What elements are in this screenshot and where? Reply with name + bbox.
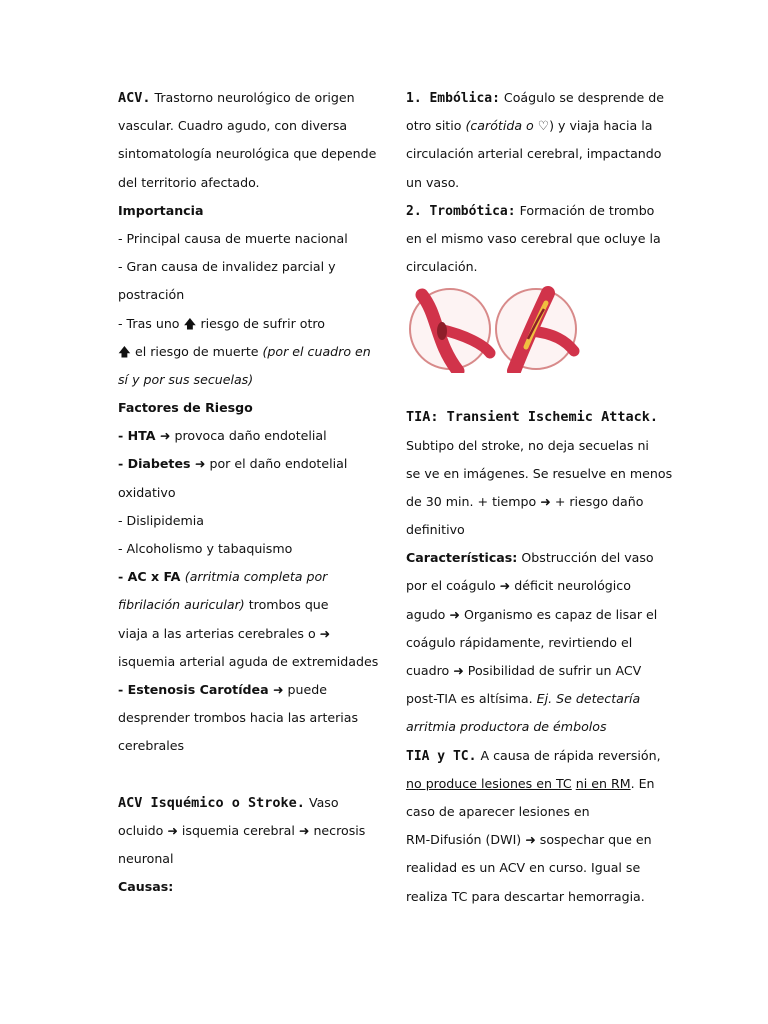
embolica-line-2: otro sitio (carótida o ♡) y viaja hacia la [406, 118, 653, 134]
arrow-right-icon: ➜ [453, 663, 464, 678]
arrow-right-icon: ➜ [167, 822, 178, 838]
left-column [118, 84, 380, 901]
stroke-line-2: ocluido ➜ isquemia cerebral ➜ necrosis [118, 822, 366, 838]
heart-icon: ♡ [537, 118, 550, 134]
acv-definition-line-2: vascular. Cuadro agudo, con diversa [118, 118, 348, 134]
embolica-term: 1. Embólica: [406, 91, 500, 106]
trombotica-term: 2. Trombótica: [406, 203, 516, 219]
riesgo-acfa: - AC x FA (arritmia completa por [118, 569, 328, 585]
tia-line-3: de 30 min. + tiempo ➜ + riesgo daño [406, 493, 644, 509]
tia-tc-term: TIA y TC. [406, 748, 477, 764]
tia-tc-line-4: RM-Difusión (DWI) ➜ sospechar que en [406, 832, 652, 848]
arrow-right-icon: ➜ [159, 428, 171, 444]
embolica-line-3: circulación arterial cerebral, impactando [406, 146, 662, 162]
riesgo-acfa-cont-3: isquemia arterial aguda de extremidades [118, 653, 379, 669]
tia-line-4: definitivo [406, 522, 465, 538]
thrombotic-vessel-figure [496, 289, 576, 371]
importancia-item-4-cont: sí y por sus secuelas) [118, 371, 254, 387]
riesgo-estenosis-cont-1: desprender trombos hacia las arterias [118, 710, 359, 726]
arrow-up-icon: 🡅 [183, 315, 197, 331]
acv-definition-line-3: sintomatología neurológica que depende [118, 146, 377, 162]
importancia-item-3: - Tras uno 🡅 riesgo de sufrir otro [118, 315, 326, 331]
embolica-line-1: 1. Embólica: Coágulo se desprende de [406, 90, 665, 106]
importancia-item-4: 🡅 el riesgo de muerte (por el cuadro en [118, 343, 371, 359]
caracteristicas-line-6: post-TIA es altísima. Ej. Se detectaría [406, 691, 641, 707]
trombotica-line-1: 2. Trombótica: Formación de trombo [406, 202, 655, 219]
embolic-vessel-figure [410, 289, 490, 371]
right-column [406, 84, 673, 911]
riesgo-dislipidemia: - Dislipidemia [118, 512, 205, 528]
stroke-term: ACV Isquémico o Stroke. [118, 794, 305, 811]
vessel-illustration-svg [406, 285, 636, 373]
caracteristicas-line-7: arritmia productora de émbolos [406, 719, 607, 735]
tia-tc-line-6: realiza TC para descartar hemorragia. [406, 888, 645, 904]
factores-riesgo-heading: Factores de Riesgo [118, 400, 253, 416]
tia-tc-line-2: no produce lesiones en TC ni en RM. En [406, 775, 655, 791]
importancia-item-2: - Gran causa de invalidez parcial y [118, 259, 336, 275]
acv-term: ACV. [118, 90, 151, 106]
arrow-right-icon: ➜ [298, 822, 310, 838]
riesgo-alcoholismo: - Alcoholismo y tabaquismo [118, 541, 293, 556]
tia-tc-line-5: realidad es un ACV en curso. Igual se [406, 860, 641, 876]
acv-definition-line-4: del territorio afectado. [118, 174, 260, 190]
arrow-right-icon: ➜ [449, 606, 460, 622]
arrow-up-icon: 🡅 [118, 343, 131, 359]
riesgo-diabetes: - Diabetes ➜ por el daño endotelial [118, 456, 348, 472]
trombotica-line-2: en el mismo vaso cerebral que ocluye la [406, 230, 661, 246]
importancia-item-2-cont: postración [118, 287, 185, 303]
arrow-right-icon: ➜ [272, 681, 284, 697]
caracteristicas-line-3: agudo ➜ Organismo es capaz de lisar el [406, 606, 658, 622]
arrow-right-icon: ➜ [194, 456, 206, 472]
arrow-right-icon: ➜ [525, 832, 536, 848]
stroke-line-1: ACV Isquémico o Stroke. Vaso [118, 794, 339, 811]
arrow-right-icon: ➜ [540, 493, 551, 509]
tia-heading: TIA: Transient Ischemic Attack. [406, 409, 658, 426]
causas-heading: Causas: [118, 879, 174, 895]
importancia-heading: Importancia [118, 202, 204, 218]
tia-tc-line-1: TIA y TC. A causa de rápida reversión, [406, 747, 661, 764]
caracteristicas-line-4: coágulo rápidamente, revirtiendo el [406, 634, 633, 650]
acv-definition-line-1: ACV. Trastorno neurológico de origen [118, 90, 355, 106]
arrow-right-icon: ➜ [499, 578, 511, 594]
riesgo-acfa-cont-1: fibrilación auricular) trombos que [118, 597, 329, 613]
riesgo-estenosis: - Estenosis Carotídea ➜ puede [118, 681, 328, 697]
trombotica-line-3: circulación. [406, 259, 478, 275]
caracteristicas-line-2: por el coágulo ➜ déficit neurológico [406, 578, 631, 594]
vessel-illustration [406, 281, 668, 391]
tia-line-1: Subtipo del stroke, no deja secuelas ni [406, 437, 649, 453]
caracteristicas-term: Características: [406, 550, 518, 566]
stroke-line-3: neuronal [118, 850, 174, 866]
tia-tc-line-3: caso de aparecer lesiones en [406, 803, 590, 819]
riesgo-estenosis-cont-2: cerebrales [118, 738, 185, 754]
caracteristicas-line-1: Características: Obstrucción del vaso [406, 550, 654, 566]
importancia-item-1: - Principal causa de muerte nacional [118, 230, 348, 246]
arrow-right-icon: ➜ [319, 625, 331, 641]
riesgo-diabetes-cont: oxidativo [118, 484, 176, 500]
riesgo-acfa-cont-2: viaja a las arterias cerebrales o ➜ [118, 625, 331, 641]
embolica-line-4: un vaso. [406, 174, 460, 190]
riesgo-hta: - HTA ➜ provoca daño endotelial [118, 428, 327, 444]
tia-line-2: se ve en imágenes. Se resuelve en menos [406, 465, 673, 481]
caracteristicas-line-5: cuadro ➜ Posibilidad de sufrir un ACV [406, 663, 642, 678]
